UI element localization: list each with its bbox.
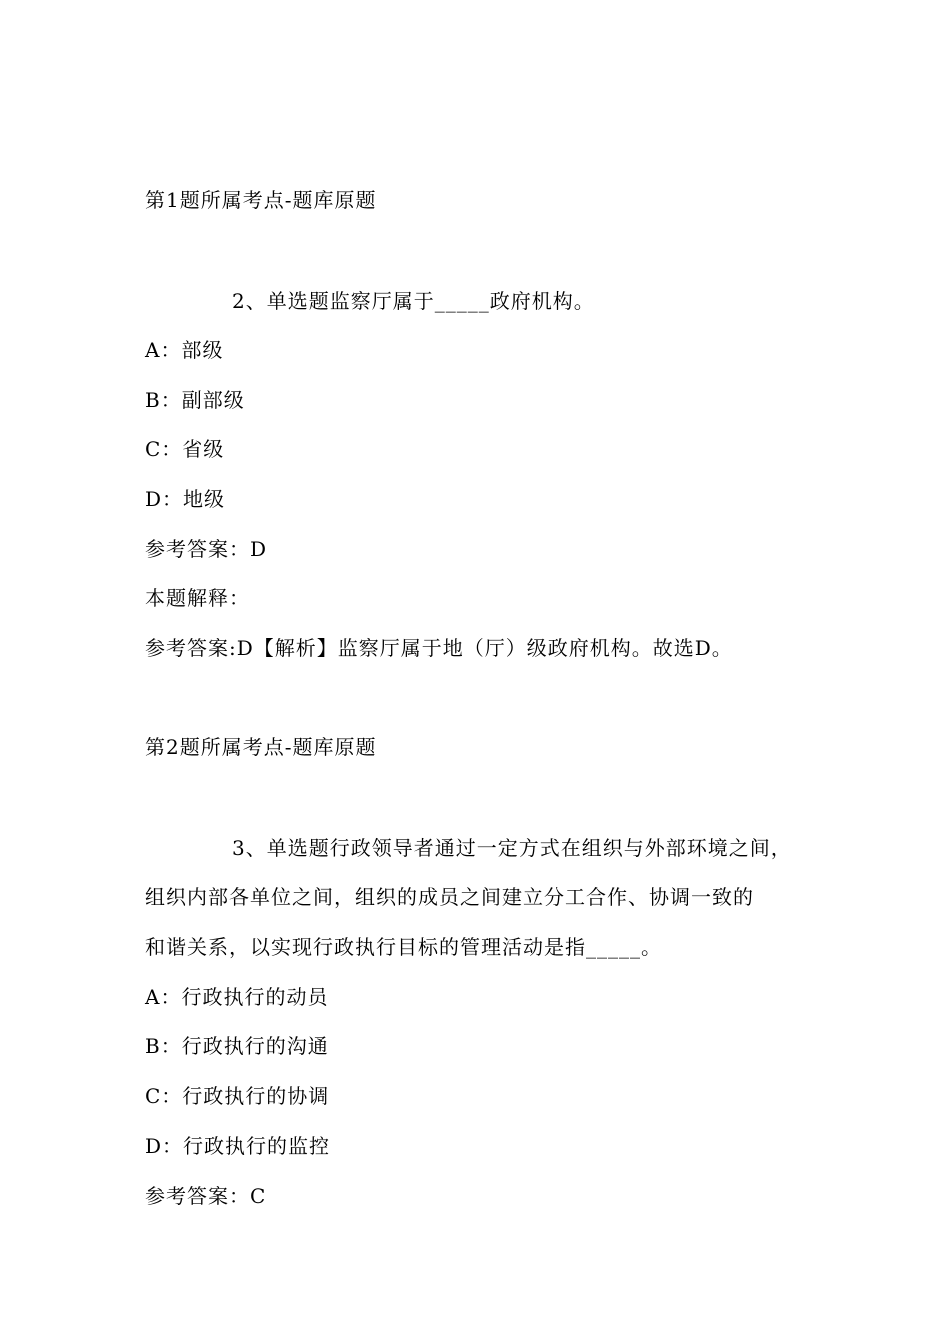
- q2-stem-line-2: 组织内部各单位之间，组织的成员之间建立分工合作、协调一致的: [145, 885, 754, 909]
- q2-option-d: D：行政执行的监控: [145, 1134, 331, 1158]
- q1-stem: 2、单选题监察厅属于_____政府机构。: [232, 289, 595, 313]
- q1-option-a: A：部级: [145, 338, 224, 362]
- q2-option-c: C：行政执行的协调: [145, 1084, 330, 1108]
- q1-answer: 参考答案：D: [145, 537, 268, 561]
- q2-option-a: A：行政执行的动员: [145, 985, 329, 1009]
- q2-answer: 参考答案：C: [145, 1184, 267, 1208]
- q2-stem-line-3: 和谐关系，以实现行政执行目标的管理活动是指_____。: [145, 935, 662, 959]
- q2-topic: 第2题所属考点-题库原题: [145, 735, 377, 759]
- q1-option-d: D：地级: [145, 487, 226, 511]
- q1-option-c: C：省级: [145, 437, 225, 461]
- q2-option-b: B：行政执行的沟通: [145, 1034, 329, 1058]
- q1-option-b: B：副部级: [145, 388, 245, 412]
- q2-stem-line-1: 3、单选题行政领导者通过一定方式在组织与外部环境之间，: [232, 836, 792, 860]
- q1-explanation: 参考答案:D【解析】监察厅属于地（厅）级政府机构。故选D。: [145, 636, 733, 660]
- q1-explain-heading: 本题解释：: [145, 586, 250, 610]
- q1-topic: 第1题所属考点-题库原题: [145, 188, 377, 212]
